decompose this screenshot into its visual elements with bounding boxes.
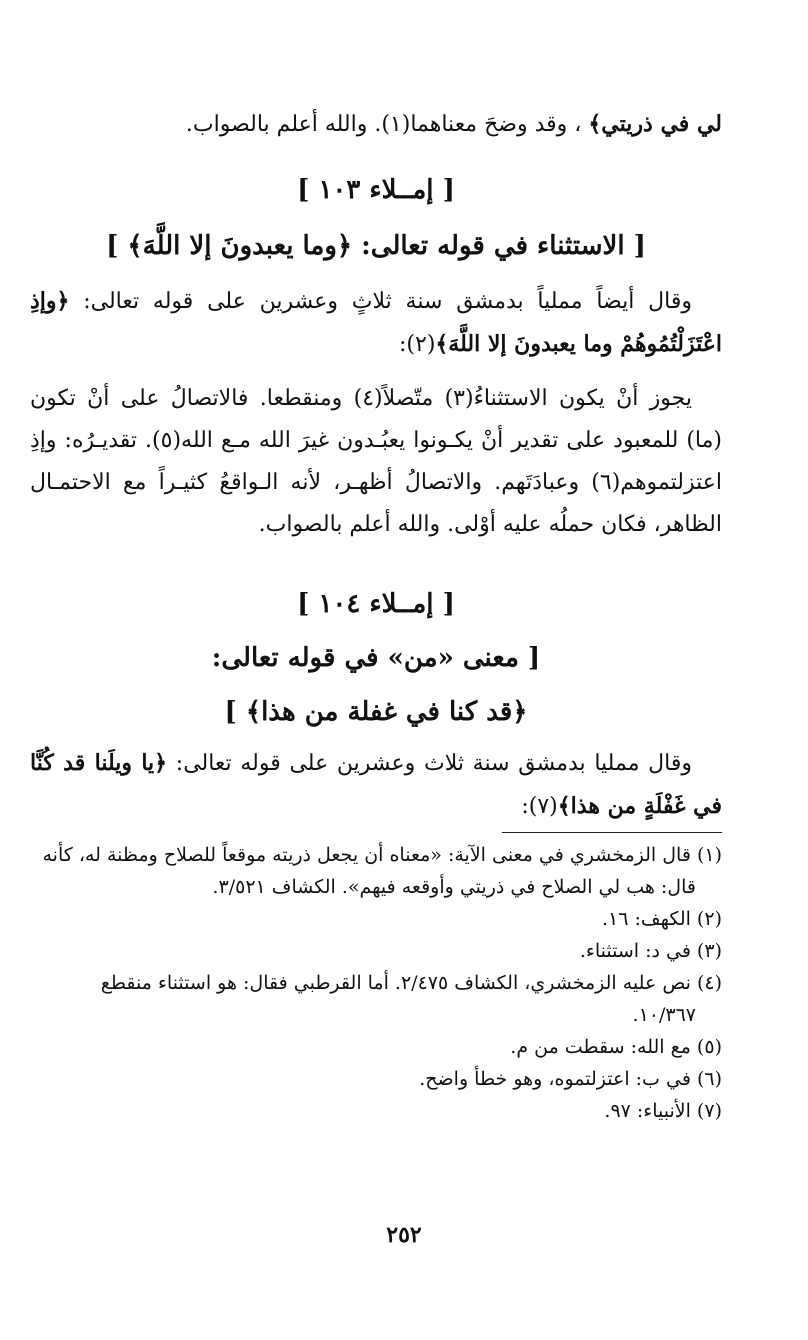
section-title-104-line1: [ معنى «من» في قوله تعالى: <box>211 643 541 673</box>
footnote-text: (٤) نص عليه الزمخشري، الكشاف ٢/٤٧٥. أما القرطبي فقال: هو استثناء منقطع <box>100 972 722 994</box>
footnotes <box>30 839 722 1127</box>
top-line-text: ، وقد وضحَ معناهما(١). والله أعلم بالصواب. <box>185 112 582 137</box>
intro-paragraph-103 <box>30 280 722 366</box>
imla-103-heading: [ إمــلاء ١٠٣ ] <box>297 175 455 205</box>
footnote-4 <box>30 967 722 999</box>
footnote-1 <box>30 839 722 871</box>
intro-text: وقال ممليا بدمشق سنة ثلاث وعشرين على قوله تعالى: <box>175 751 692 776</box>
imla-104-heading: [ إمــلاء ١٠٤ ] <box>297 589 455 619</box>
section-title-104-line2: ﴿قد كنا في غفلة من هذا﴾ ] <box>224 697 528 727</box>
page-content <box>30 95 722 1127</box>
footnote-ref: (٧): <box>521 794 558 819</box>
footnote-text: (٥) مع الله: سقطت من م. <box>510 1036 722 1058</box>
intro-text: وقال أيضاً مملياً بدمشق سنة ثلاثٍ وعشرين على قوله تعالى: <box>83 289 692 314</box>
footnote-1-cont <box>30 871 722 903</box>
section-title-103: [ الاستثناء في قوله تعالى: ﴿وما يعبدونَ إلا اللَّهَ﴾ ] <box>106 231 646 261</box>
footnote-text: (٧) الأنبياء: ٩٧. <box>604 1100 722 1122</box>
verse-quote: ﴿يا ويلَنا قد كُنَّا في غَفْلَةٍ من هذا﴾ <box>30 750 722 819</box>
footnote-text: (٢) الكهف: ١٦. <box>602 908 722 930</box>
footnote-2 <box>30 903 722 935</box>
footnote-text: (٣) في د: استثناء. <box>579 940 722 962</box>
footnote-text: (٦) في ب: اعتزلتموه، وهو خطأ واضح. <box>419 1068 722 1090</box>
footnote-7 <box>30 1095 722 1127</box>
footnote-divider <box>502 832 722 833</box>
page-number: ٢٥٢ <box>386 1222 422 1248</box>
verse-quote: لي في ذريتي﴾ <box>588 111 722 137</box>
footnote-4-cont <box>30 999 722 1031</box>
intro-paragraph-104 <box>30 742 722 828</box>
footnote-6 <box>30 1063 722 1095</box>
footnote-ref: (٢): <box>398 332 436 357</box>
body-paragraph-103: يجوز أنْ يكون الاستثناءُ(٣) متّصلاً(٤) ومنقطعا. فالاتصالُ على أنْ تكون (ما) للمعبود على تقدير أنْ يكـونوا يعبُـدون غيرَ الله مـع الله(٥). تقديـرُه: وإذِ اعتزلتموهم(٦) وعبادَتَهم. والاتصالُ أظهـر، لأنه الـواقعُ كثيـراً مع الاحتمـال الظاهر، فكان حملُه عليه أوْلى. والله أعلم بالصواب. <box>30 386 722 537</box>
footnote-text: (١) قال الزمخشري في معنى الآية: «معناه أن يجعل ذريته موقعاً للصلاح ومظنة له، كأنه <box>42 844 722 866</box>
footnote-text: ١٠/٣٦٧. <box>632 1004 696 1026</box>
top-line <box>30 103 722 146</box>
footnote-3 <box>30 935 722 967</box>
verse-quote: ﴿وإذِ اعْتَزَلْتُمُوهُمْ وما يعبدونَ إلا اللَّهَ﴾ <box>30 288 722 357</box>
footnote-text: قال: هب لي الصلاح في ذريتي وأوقعه فيهم». الكشاف ٣/٥٢١. <box>212 876 696 898</box>
footnote-5 <box>30 1031 722 1063</box>
